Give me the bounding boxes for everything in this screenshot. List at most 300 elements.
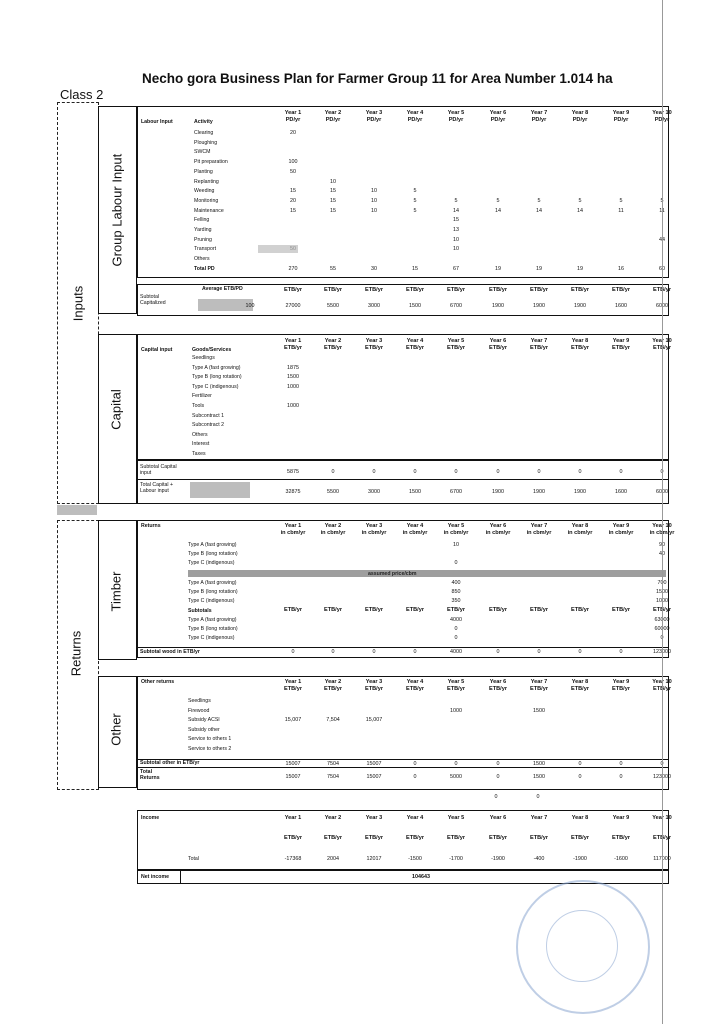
other-return-label: Firewood	[188, 707, 210, 714]
labour-cell: 67	[453, 265, 459, 272]
total-returns: 1500	[533, 774, 545, 780]
unit-header: in cbm/yr	[526, 530, 552, 536]
total-returns-label: Total Returns	[140, 769, 160, 781]
unit-header: PD/yr	[531, 117, 547, 123]
unit-header: in cbm/yr	[649, 530, 675, 536]
labour-cell: 5	[660, 197, 664, 204]
timber-type-label: Type B (long rotation)	[188, 589, 238, 595]
unit-header: in cbm/yr	[567, 530, 593, 536]
unit-header: ETB/yr	[405, 345, 425, 351]
unit-header: ETB/yr	[283, 607, 303, 613]
labour-cell: 10	[371, 188, 377, 195]
year-header: Year 6	[489, 815, 507, 821]
goods-label: Type C (indigenous)	[192, 383, 239, 390]
other-subtotal: 0	[454, 761, 458, 767]
unit-header: PD/yr	[613, 117, 629, 123]
labour-cell: 5	[619, 197, 623, 204]
unit-header: ETB/yr	[446, 345, 466, 351]
subtotals-label: Subtotals	[188, 608, 212, 614]
labour-cell: 15	[290, 188, 296, 195]
capital-subtotal: 0	[619, 469, 623, 475]
other-cell: 15,007	[365, 717, 383, 724]
activity-label: Yarding	[194, 227, 212, 233]
year-header: Year 8	[571, 815, 589, 821]
unit-header: ETB/yr	[446, 835, 466, 841]
labour-cell: 15	[290, 207, 296, 214]
labour-cell: 15	[330, 197, 336, 204]
subtotal-capitalized-label: Subtotal Capitalized	[140, 294, 166, 306]
goods-col-label: Goods/Services	[192, 347, 232, 353]
year-header: Year 1	[284, 523, 302, 529]
capital-table	[137, 334, 672, 460]
timber-type-label: Type A (fast growing)	[188, 542, 237, 548]
labour-cell: 14	[453, 207, 459, 214]
timber-price: 850	[451, 589, 461, 595]
other-cell: 15,007	[284, 717, 302, 724]
labour-cell: 5	[537, 197, 541, 204]
labour-cell: 100	[288, 159, 298, 166]
activity-label: Ploughing	[194, 139, 218, 146]
year-header: Year 2	[324, 110, 342, 116]
capital-subtotal-box	[137, 460, 669, 504]
unit-header: ETB/yr	[570, 607, 590, 613]
labour-cell: 5	[496, 197, 500, 204]
capital-subtotal: 5875	[287, 469, 299, 475]
year-header: Year 5	[447, 523, 465, 529]
unit-header: ETB/yr	[446, 287, 466, 293]
labour-cell: 20	[290, 130, 296, 136]
year-header: Year 1	[284, 815, 302, 821]
year-header: Year 7	[530, 110, 548, 116]
total-returns: 15007	[285, 774, 301, 780]
returns-col-label: Returns	[141, 523, 161, 529]
year-header: Year 9	[612, 679, 630, 685]
goods-label: Type B (long rotation)	[192, 374, 242, 381]
year-header: Year 4	[406, 110, 424, 116]
year-header: Year 5	[447, 110, 465, 116]
year-header: Year 4	[406, 815, 424, 821]
year-header: Year 1	[284, 110, 302, 116]
other-cell: 1500	[533, 707, 545, 714]
unit-header: ETB/yr	[488, 345, 508, 351]
activity-label: Clearing	[194, 130, 214, 136]
timber-volume: 90	[659, 542, 665, 548]
unit-header: ETB/yr	[570, 686, 590, 692]
activity-label: SWCM	[194, 149, 211, 156]
inputs-label: Inputs	[70, 285, 86, 322]
group-labour-label: Group Labour Input	[109, 153, 125, 267]
unit-header: PD/yr	[490, 117, 506, 123]
activity-label: Felling	[194, 217, 210, 224]
unit-header: ETB/yr	[323, 345, 343, 351]
labour-subtotal: 1600	[615, 303, 627, 309]
unit-header: PD/yr	[572, 117, 588, 123]
income-total: -1900	[491, 856, 505, 862]
other-return-label: Subsidy other	[188, 726, 220, 733]
labour-cell: 10	[330, 178, 336, 185]
labour-cell: 270	[288, 265, 298, 272]
unit-header: ETB/yr	[323, 607, 343, 613]
activity-label: Weeding	[194, 188, 215, 195]
official-stamp-inner	[546, 910, 618, 982]
unit-header: ETB/yr	[323, 686, 343, 692]
capital-cell: 1000	[287, 403, 299, 409]
timber-price: 400	[451, 580, 461, 586]
page-edge-line	[662, 0, 663, 1024]
labour-subtotal: 1900	[574, 303, 586, 309]
labour-cell: 20	[290, 197, 296, 204]
unit-header: PD/yr	[654, 117, 670, 123]
capital-total: 1600	[615, 489, 627, 495]
capital-subtotal: 0	[372, 469, 376, 475]
timber-price: 700	[657, 580, 667, 586]
income-total: 117000	[653, 856, 671, 862]
unit-header: PD/yr	[366, 117, 382, 123]
unit-header: ETB/yr	[652, 287, 672, 293]
capital-subtotal: 0	[578, 469, 582, 475]
unit-header: PD/yr	[325, 117, 341, 123]
year-header: Year 10	[652, 523, 672, 529]
activity-label: Total PD	[194, 265, 215, 272]
year-header: Year 7	[530, 679, 548, 685]
labour-subtotal: 6000	[656, 303, 668, 309]
capital-total: 3000	[368, 489, 380, 495]
total-returns: 7504	[327, 774, 339, 780]
unit-header: in cbm/yr	[402, 530, 428, 536]
unit-header: in cbm/yr	[443, 530, 469, 536]
timber-price: 1000	[656, 598, 668, 604]
year-header: Year 10	[652, 110, 672, 116]
total-returns: 15007	[366, 774, 382, 780]
labour-cell: 10	[453, 246, 459, 253]
timber-value: 4000	[450, 617, 462, 623]
unit-header: ETB/yr	[570, 835, 590, 841]
timber-subtotal: 0	[619, 649, 623, 655]
labour-subtotal: 3000	[368, 303, 380, 309]
capital-total: 5500	[327, 489, 339, 495]
timber-subtotal: 0	[291, 649, 295, 655]
unit-header: in cbm/yr	[485, 530, 511, 536]
timber-label: Timber	[108, 571, 124, 612]
capital-col-label: Capital input	[141, 347, 173, 353]
capital-total: 32875	[285, 489, 301, 495]
unit-header: ETB/yr	[529, 287, 549, 293]
below-value-2: 0	[536, 794, 540, 800]
total-returns: 0	[413, 774, 417, 780]
timber-type-label: Type C (indigenous)	[188, 635, 235, 641]
timber-type-label: Type C (indigenous)	[188, 560, 235, 566]
other-subtotal: 15007	[285, 761, 301, 767]
unit-header: ETB/yr	[283, 686, 303, 692]
timber-type-label: Type B (long rotation)	[188, 626, 238, 632]
timber-type-label: Type A (fast growing)	[188, 580, 237, 586]
income-total: -400	[533, 856, 545, 862]
unit-header: ETB/yr	[488, 686, 508, 692]
timber-subtotal: 0	[496, 649, 500, 655]
labour-cell: 5	[413, 207, 417, 214]
year-header: Year 3	[365, 338, 383, 344]
timber-value: 0	[660, 635, 664, 641]
capital-total: 6700	[450, 489, 462, 495]
income-label: Income	[141, 815, 160, 821]
unit-header: ETB/yr	[570, 345, 590, 351]
capital-subtotal: 0	[454, 469, 458, 475]
year-header: Year 8	[571, 110, 589, 116]
goods-label: Subcontract 2	[192, 422, 225, 429]
year-header: Year 2	[324, 679, 342, 685]
timber-subtotal: 123000	[653, 649, 671, 655]
labour-subtotal: 5500	[327, 303, 339, 309]
year-header: Year 6	[489, 523, 507, 529]
year-header: Year 6	[489, 679, 507, 685]
capital-cell: 1000	[287, 383, 299, 390]
unit-header: ETB/yr	[611, 835, 631, 841]
avg-etb-label: Average ETB/PD	[202, 286, 243, 292]
unit-header: ETB/yr	[529, 345, 549, 351]
unit-header: ETB/yr	[283, 345, 303, 351]
year-header: Year 10	[652, 338, 672, 344]
capital-total: 1900	[492, 489, 504, 495]
timber-table	[137, 520, 675, 658]
net-income-value: 104643	[412, 874, 430, 880]
labour-cell: 16	[618, 265, 624, 272]
capital-total: 1900	[574, 489, 586, 495]
timber-volume: 40	[659, 551, 665, 557]
timber-type-label: Type C (indigenous)	[188, 598, 235, 604]
labour-table	[137, 106, 672, 278]
labour-cell: 10	[453, 236, 459, 243]
unit-header: ETB/yr	[283, 835, 303, 841]
timber-subtotal-label: Subtotal wood in ETB/yr	[140, 649, 200, 655]
total-returns: 5000	[450, 774, 462, 780]
unit-header: ETB/yr	[611, 287, 631, 293]
unit-header: ETB/yr	[488, 287, 508, 293]
unit-header: ETB/yr	[611, 686, 631, 692]
unit-header: ETB/yr	[446, 686, 466, 692]
income-total: -1900	[573, 856, 587, 862]
labour-cell: 5	[454, 197, 458, 204]
year-header: Year 7	[530, 338, 548, 344]
labour-cell: 13	[453, 227, 459, 233]
year-header: Year 5	[447, 815, 465, 821]
income-total-label: Total	[188, 856, 199, 862]
capital-subtotal: 0	[537, 469, 541, 475]
year-header: Year 10	[652, 815, 672, 821]
other-return-label: Subsidy ACSI	[188, 717, 220, 724]
year-header: Year 8	[571, 523, 589, 529]
labour-cell: 15	[330, 188, 336, 195]
activity-label: Maintenance	[194, 207, 224, 214]
income-total: -1600	[614, 856, 628, 862]
unit-header: ETB/yr	[446, 607, 466, 613]
other-cell: 7,504	[326, 717, 340, 724]
other-table	[137, 676, 672, 790]
total-returns: 0	[619, 774, 623, 780]
unit-header: PD/yr	[285, 117, 301, 123]
capital-total: 1900	[533, 489, 545, 495]
unit-header: ETB/yr	[364, 607, 384, 613]
unit-header: ETB/yr	[364, 835, 384, 841]
goods-label: Seedlings	[192, 355, 215, 361]
labour-subtotal: 1900	[492, 303, 504, 309]
year-header: Year 4	[406, 523, 424, 529]
labour-cell: 60	[659, 265, 665, 272]
labour-cell: 30	[371, 265, 377, 272]
year-header: Year 3	[365, 679, 383, 685]
capital-subtotal-label: Subtotal Capital input	[140, 464, 177, 476]
timber-volume: 10	[453, 542, 459, 548]
capital-total: 6000	[656, 489, 668, 495]
year-header: Year 2	[324, 338, 342, 344]
capital-total-label: Total Capital + Labour input	[140, 482, 174, 494]
price-bar	[188, 570, 666, 577]
other-subtotal: 7504	[327, 761, 339, 767]
year-header: Year 4	[406, 679, 424, 685]
unit-header: in cbm/yr	[361, 530, 387, 536]
below-value-1: 0	[494, 794, 498, 800]
labour-col-label: Labour Input	[141, 119, 173, 125]
activity-col-label: Activity	[194, 119, 213, 125]
goods-label: Subcontract 1	[192, 412, 225, 419]
year-header: Year 9	[612, 110, 630, 116]
goods-label: Others	[192, 431, 208, 438]
other-subtotal: 1500	[533, 761, 545, 767]
labour-cell: 55	[330, 265, 336, 272]
other-subtotal-label: Subtotal other in ETB/yr	[140, 760, 200, 766]
goods-label: Taxes	[192, 451, 206, 457]
year-header: Year 9	[612, 338, 630, 344]
capital-subtotal: 0	[413, 469, 417, 475]
timber-subtotal: 0	[578, 649, 582, 655]
timber-type-label: Type A (fast growing)	[188, 617, 237, 623]
labour-cell: 5	[413, 197, 417, 204]
income-total: -1500	[408, 856, 422, 862]
labour-cell: 14	[577, 207, 583, 214]
other-label: Other	[108, 713, 124, 746]
income-total: -1700	[449, 856, 463, 862]
unit-header: ETB/yr	[529, 607, 549, 613]
labour-cell: 15	[412, 265, 418, 272]
labour-cell: 10	[371, 197, 377, 204]
year-header: Year 6	[489, 110, 507, 116]
total-returns: 0	[496, 774, 500, 780]
labour-cell: 15	[330, 207, 336, 214]
unit-header: ETB/yr	[611, 607, 631, 613]
labour-subtotal: 6700	[450, 303, 462, 309]
other-return-label: Service to others 2	[188, 746, 232, 752]
year-header: Year 8	[571, 338, 589, 344]
unit-header: ETB/yr	[611, 345, 631, 351]
labour-cell: 5	[413, 188, 417, 195]
unit-header: PD/yr	[407, 117, 423, 123]
capital-label: Capital	[108, 389, 124, 430]
activity-label: Transport	[194, 246, 217, 253]
unit-header: ETB/yr	[364, 686, 384, 692]
capital-cell: 1875	[287, 364, 299, 371]
timber-type-label: Type B (long rotation)	[188, 551, 238, 557]
unit-header: ETB/yr	[405, 686, 425, 692]
labour-subtotal: 1900	[533, 303, 545, 309]
year-header: Year 8	[571, 679, 589, 685]
year-header: Year 2	[324, 523, 342, 529]
other-subtotal: 15007	[366, 761, 382, 767]
unit-header: ETB/yr	[405, 287, 425, 293]
timber-value: 63000	[654, 617, 670, 623]
year-header: Year 2	[324, 815, 342, 821]
capital-cell: 1500	[287, 374, 299, 381]
other-subtotal: 0	[619, 761, 623, 767]
year-header: Year 7	[530, 523, 548, 529]
capital-total: 1500	[409, 489, 421, 495]
timber-price: 350	[451, 598, 461, 604]
labour-cell: 19	[536, 265, 542, 272]
other-subtotal: 0	[660, 761, 664, 767]
unit-header: ETB/yr	[652, 686, 672, 692]
unit-header: ETB/yr	[488, 835, 508, 841]
other-return-label: Seedlings	[188, 698, 211, 704]
activity-label: Others	[194, 256, 210, 263]
year-header: Year 5	[447, 679, 465, 685]
timber-price: 1500	[656, 589, 668, 595]
labour-cell: 14	[495, 207, 501, 214]
unit-header: in cbm/yr	[608, 530, 634, 536]
unit-header: PD/yr	[448, 117, 464, 123]
returns-label: Returns	[68, 630, 84, 677]
timber-value: 60000	[654, 626, 670, 632]
year-header: Year 4	[406, 338, 424, 344]
labour-cell: 11	[659, 207, 665, 214]
unit-header: ETB/yr	[364, 345, 384, 351]
unit-header: ETB/yr	[323, 287, 343, 293]
unit-header: in cbm/yr	[320, 530, 346, 536]
labour-cell: 5	[578, 197, 582, 204]
unit-header: ETB/yr	[652, 345, 672, 351]
labour-cell: 11	[618, 207, 624, 214]
goods-label: Type A (fast growing)	[192, 364, 241, 371]
document-title: Necho gora Business Plan for Farmer Group 11 for Area Number 1.014 ha	[142, 71, 613, 86]
unit-header: ETB/yr	[529, 835, 549, 841]
unit-header: ETB/yr	[488, 607, 508, 613]
labour-subtotal: 27000	[285, 303, 301, 309]
labour-cell: 15	[453, 217, 459, 224]
year-header: Year 9	[612, 523, 630, 529]
labour-subtotal: 1500	[409, 303, 421, 309]
unit-header: in cbm/yr	[280, 530, 306, 536]
labour-cell: 14	[536, 207, 542, 214]
total-shade	[190, 482, 250, 498]
activity-label: Planting	[194, 168, 213, 175]
capital-subtotal: 0	[660, 469, 664, 475]
goods-label: Fertilizer	[192, 393, 212, 400]
activity-label: Replanting	[194, 178, 219, 185]
labour-cell: 19	[577, 265, 583, 272]
timber-volume: 0	[454, 560, 458, 566]
capital-subtotal: 0	[496, 469, 500, 475]
labour-cell: 10	[371, 207, 377, 214]
goods-label: Interest	[192, 441, 210, 448]
other-cell: 1000	[450, 707, 462, 714]
income-table	[137, 810, 672, 870]
activity-label: Pit preparation	[194, 159, 228, 166]
year-header: Year 9	[612, 815, 630, 821]
goods-label: Tools	[192, 403, 205, 409]
year-header: Year 6	[489, 338, 507, 344]
unit-header: ETB/yr	[652, 607, 672, 613]
total-returns: 0	[578, 774, 582, 780]
labour-cell: 50	[290, 168, 296, 175]
other-return-label: Service to others 1	[188, 736, 232, 743]
income-total: 12017	[366, 856, 382, 862]
